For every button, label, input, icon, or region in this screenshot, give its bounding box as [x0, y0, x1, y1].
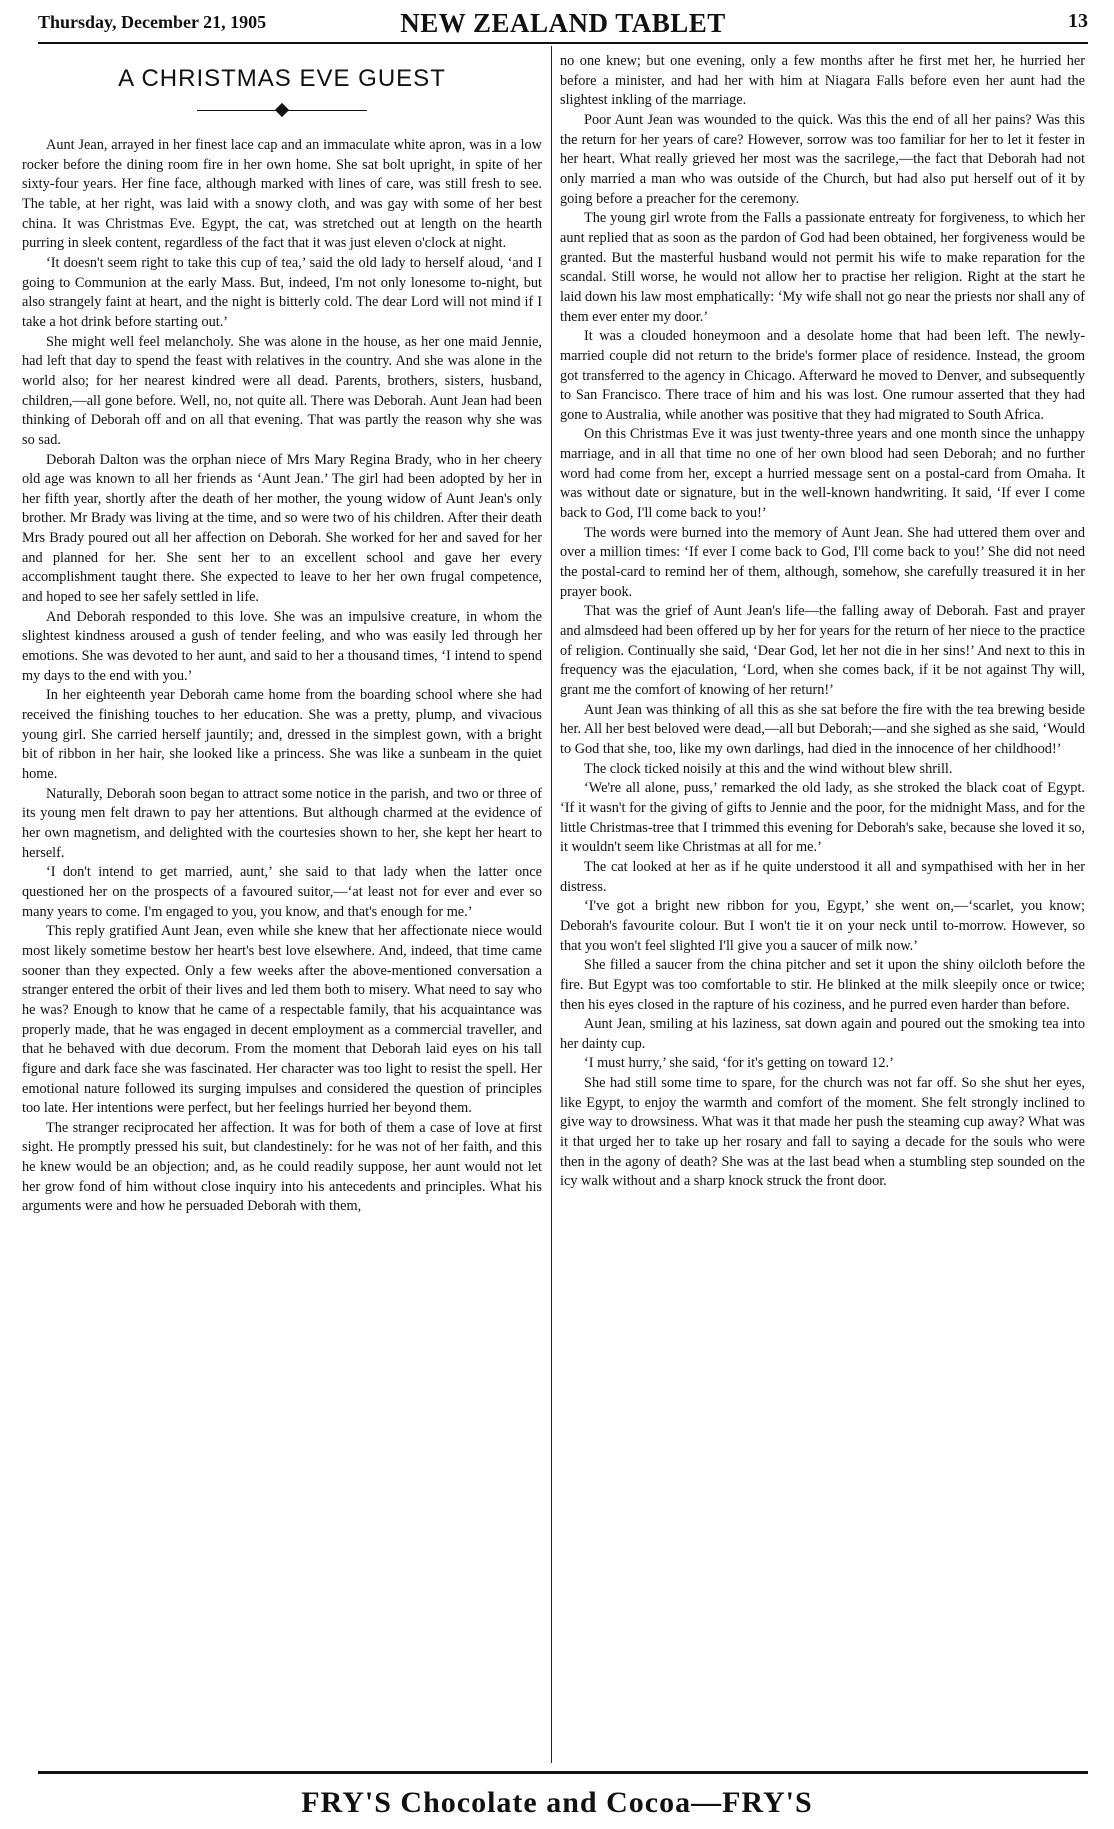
- footer-rule: [38, 1771, 1088, 1774]
- left-column: [22, 52, 542, 1762]
- paragraph: In her eighteenth year Deborah came home from the boarding school where she had received the finishing touches to her education. She was a pretty, plump, and vivacious young girl. She carried herself jauntily; and, dressed in the simplest gown, with a bright bit of ribbon in her hair, she looked like a princess. She was like a sunbeam in the quiet home.: [22, 687, 542, 782]
- paragraph: The young girl wrote from the Falls a passionate entreaty for forgiveness, to which her aunt replied that as soon as the pardon of God had been obtained, her forgiveness would be granted. But the masterful husband would not permit his wife to make reparation for the scandal. Still worse, he would not allow her to practise her religion. Right at the start he laid down his law most emphatically: ‘My wife shall not go near the priests nor shall any of them ever enter my door.’: [560, 210, 1085, 325]
- article-title: A CHRISTMAS EVE GUEST: [118, 65, 446, 92]
- paragraph: She filled a saucer from the china pitcher and set it upon the shiny oilcloth before the fire. But Egypt was too comfortable to stir. He blinked at the milk sleepily once or twice; then his eyes closed in the rapture of his coziness, and he purred even harder than before.: [560, 957, 1085, 1013]
- paragraph: no one knew; but one evening, only a few months after he first met her, he hurried her before a minister, and had her with him at Niagara Falls before even her aunt had the slightest inkling of the marriage.: [560, 53, 1085, 109]
- issue-date: Thursday, December 21, 1905: [38, 12, 267, 32]
- paragraph: She had still some time to spare, for the church was not far off. So she shut her eyes, like Egypt, to enjoy the warmth and comfort of the moment. She felt strongly inclined to give way to drowsiness. What was it that made her push the steaming cup away? What was it that urged her to take up her rosary and fall to saying a decade for the souls who were then in the agony of death? She was at the last bead when a stumbling step sounded on the icy walk without and a sharp knock struck the front door.: [560, 1075, 1085, 1190]
- paragraph: On this Christmas Eve it was just twenty-three years and one month since the unhappy marriage, and in all that time no one of her own blood had seen Deborah; and no further word had come from her, except a hurried message sent on a postal-card from Omaha. It was without date or signature, but in the well-known handwriting. It said, ‘If ever I come back to God, I'll come back to you!’: [560, 426, 1085, 522]
- newspaper-title: NEW ZEALAND TABLET: [400, 8, 726, 38]
- header-rule: [38, 42, 1088, 44]
- paragraph: ‘I don't intend to get married, aunt,’ she said to that lady when the latter once questioned her on the prospects of a favoured suitor,—‘at least not for ever and ever so many years to come. I'm engaged to you, you know, and that's enough for me.’: [22, 864, 542, 920]
- column-divider: [551, 46, 552, 1763]
- paragraph: The words were burned into the memory of Aunt Jean. She had uttered them over and over a million times: ‘If ever I come back to God, I'll come back to you!’ She did not need the postal-card to remind her of them, although, somehow, she carefully treasured it in her prayer book.: [560, 524, 1085, 600]
- paragraph: ‘I must hurry,’ she said, ‘for it's getting on toward 12.’: [584, 1055, 894, 1072]
- paragraph: Deborah Dalton was the orphan niece of Mrs Mary Regina Brady, who in her cheery old age was known to all her friends as ‘Aunt Jean.’ The girl had been adopted by her in her fifth year, shortly after the death of her mother, the young widow of Aunt Jean's only brother. Mr Brady was living at the time, and so were two of his children. After their death Mrs Brady poured out all her affection on Deborah. She worked for her and saved for her and planned for her. She sent her to an excellent school and gave her every accomplishment taught there. She expected to leave to her her own frugal competence, and hoped to see her safely settled in life.: [22, 451, 542, 606]
- paragraph: It was a clouded honeymoon and a desolate home that had been left. The newly-married couple did not return to the bride's former place of residence. Instead, the groom got transferred to the agency in Chicago. Afterward he moved to Denver, and subsequently to San Francisco. There trace of him and his was lost. One rumour asserted that they had gone to Australia, while another was positive that they had migrated to South Africa.: [560, 328, 1085, 423]
- paragraph: Aunt Jean, arrayed in her finest lace cap and an immaculate white apron, was in a low rocker before the dining room fire in her own home. She sat bolt upright, in spite of her sixty-four years. Her fine face, although marked with lines of care, was still fresh to see. The table, at her right, was laid with a snowy cloth, and was gay with some of her best china. It was Christmas Eve. Egypt, the cat, was stretched out at length on the hearth purring in sleek content, regardless of the fact that it was just eleven o'clock at night.: [22, 137, 542, 252]
- paragraph: Poor Aunt Jean was wounded to the quick. Was this the end of all her pains? Was this the return for her years of care? However, sorrow was too familiar for her to let it fester in her heart. What really grieved her most was the sacrilege,—the fact that Deborah had not only married a man who was outside of the Church, but had also put herself out of it by going before a preacher for the ceremony.: [560, 111, 1085, 207]
- paragraph: She might well feel melancholy. She was alone in the house, as her one maid Jennie, had left that day to spend the feast with relatives in the country. And she was alone in the world also; for her nearest kindred were all dead. Parents, brothers, sisters, husband, children,—all gone before. Well, no, not quite all. There was Deborah. Aunt Jean had been thinking of Deborah off and on all that evening. That was partly the reason why she was so sad.: [22, 333, 542, 448]
- page-number: 13: [1068, 10, 1088, 32]
- paragraph: Naturally, Deborah soon began to attract some notice in the parish, and two or three of its young men felt drawn to pay her attentions. But although charmed at the evidence of her own magnetism, and delighted with the courtesies shown to her, she kept her heart to herself.: [22, 785, 542, 861]
- title-ornament: [197, 102, 367, 118]
- paragraph: This reply gratified Aunt Jean, even while she knew that her affectionate niece would most likely sometime bestow her heart's best love elsewhere. And, indeed, that time came sooner than they expected. Only a few weeks after the above-mentioned conversation a stranger entered the orbit of their lives and led them both to misery. What need to say who he was? Enough to know that he came of a respectable family, that his acquaintance was properly made, that he was engaged in decent employment as a commercial traveller, and that he behaved with due decorum. From the moment that Deborah laid eyes on his tall figure and dark face she was fascinated. Her character was too light to resist the spell. Her emotional nature followed its surging impulses and considered the question of principles too late. Her intentions were perfect, but her feelings hurried her beyond them.: [22, 923, 542, 1117]
- paragraph: The cat looked at her as if he quite understood it all and sympathised with her in her distress.: [560, 858, 1085, 895]
- diamond-icon: [275, 103, 289, 117]
- paragraph: ‘I've got a bright new ribbon for you, Egypt,’ she went on,—‘scarlet, you know; Deborah's favourite colour. But I won't tie it on your neck until to-morrow. However, so that you won't feel slighted I'll give you a saucer of milk now.’: [560, 898, 1085, 954]
- paragraph: And Deborah responded to this love. She was an impulsive creature, in whom the slightest kindness aroused a gush of tender feeling, and who was easily led through her emotions. She was devoted to her aunt, and said to her a thousand times, ‘I intend to spend my days to the end with you.’: [22, 608, 542, 684]
- paragraph: ‘We're all alone, puss,’ remarked the old lady, as she stroked the black coat of Egypt. ‘If it wasn't for the giving of gifts to Jennie and the poor, for the midnight Mass, and for the little Christmas-tree that I trimmed this evening for Deborah's sake, because she loved it so, it wouldn't seem like Christmas at all for me.’: [560, 780, 1085, 856]
- paragraph: That was the grief of Aunt Jean's life—the falling away of Deborah. Fast and prayer and almsdeed had been offered up by her for years for the return of her niece to the practice of religion. Continually she said, ‘Dear God, let her not die in her sins!’ And next to this in frequency was the ejaculation, ‘Lord, when she comes back, if it be not against Thy will, grant me the comfort of knowing of her return!’: [560, 603, 1085, 698]
- paragraph: The clock ticked noisily at this and the wind without blew shrill.: [584, 760, 953, 777]
- right-column: [560, 52, 1085, 1762]
- paragraph: Aunt Jean, smiling at his laziness, sat down again and poured out the smoking tea into her dainty cup.: [560, 1016, 1085, 1052]
- paragraph: Aunt Jean was thinking of all this as she sat before the fire with the tea brewing beside her. All her best beloved were dead,—all but Deborah;—and she sighed as she said, ‘Would to God that she, too, like my own darlings, had died in the innocence of her childhood!’: [560, 701, 1085, 757]
- footer-advert: FRY'S Chocolate and Cocoa—FRY'S: [301, 1786, 813, 1819]
- page-header: [38, 8, 1088, 38]
- paragraph: The stranger reciprocated her affection. It was for both of them a case of love at first sight. He promptly pressed his suit, but clandestinely: for he was not of her faith, and this he knew would be an objection; and, as he could readily suppose, her aunt would not let her grow fond of him without close inquiry into his antecedents and principles. What his arguments were and how he persuaded Deborah with them,: [22, 1119, 542, 1215]
- paragraph: ‘It doesn't seem right to take this cup of tea,’ said the old lady to herself aloud, ‘and I going to Communion at the early Mass. But, indeed, I'm not only lonesome to-night, but also strangely faint at heart, and the night is bitterly cold. The dear Lord will not mind if I take a hot drink before starting out.’: [22, 254, 542, 330]
